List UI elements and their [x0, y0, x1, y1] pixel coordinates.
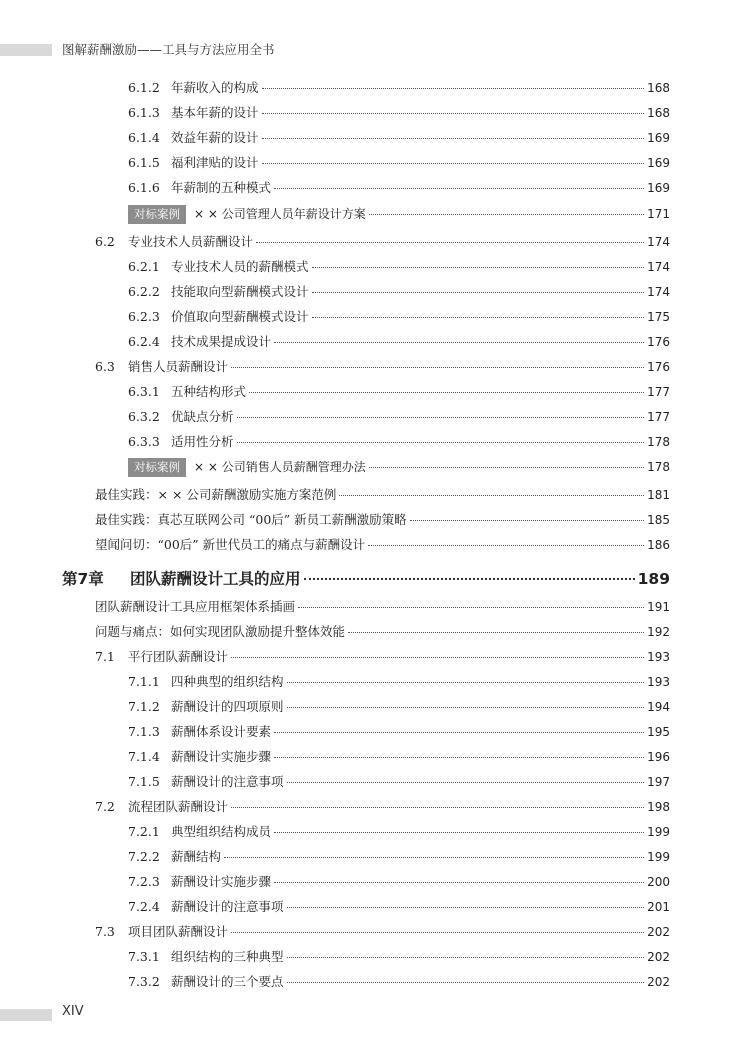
dot-leader — [274, 882, 644, 883]
toc-entry[interactable] — [128, 128, 670, 146]
toc-page-number: 199 — [647, 850, 670, 864]
dot-leader — [410, 520, 644, 521]
toc-entry[interactable] — [95, 485, 670, 503]
dot-leader — [224, 857, 644, 858]
toc-title: 薪酬设计实施步骤 — [171, 749, 272, 764]
toc-page-number: 177 — [647, 385, 670, 399]
toc-title: 组织结构的三种典型 — [171, 949, 284, 964]
toc-page-number: 202 — [647, 950, 670, 964]
toc-number: 6.1.3 — [128, 105, 160, 120]
toc-entry[interactable] — [128, 872, 670, 890]
toc-title: 专业技术人员薪酬设计 — [128, 234, 254, 249]
toc-page-number: 168 — [647, 106, 670, 120]
toc-page-number: 193 — [647, 675, 670, 689]
toc-number: 6.2.3 — [128, 309, 160, 324]
toc-title: 团队薪酬设计工具的应用 — [130, 570, 301, 588]
toc-title: 薪酬设计的注意事项 — [171, 774, 284, 789]
dot-leader — [274, 188, 644, 189]
case-badge: 对标案例 — [128, 205, 186, 224]
dot-leader — [287, 957, 645, 958]
toc-page-number: 193 — [647, 650, 670, 664]
dot-leader — [304, 578, 635, 580]
toc-title: 问题与痛点：如何实现团队激励提升整体效能 — [95, 624, 346, 639]
toc-page-number: 202 — [647, 925, 670, 939]
toc-number: 7.2.2 — [128, 849, 160, 864]
toc-title: 望闻问切：“00后” 新世代员工的痛点与薪酬设计 — [95, 537, 366, 552]
toc-title: 最佳实践：× × 公司薪酬激励实施方案范例 — [95, 487, 337, 502]
toc-page-number: 169 — [647, 181, 670, 195]
dot-leader — [237, 442, 645, 443]
toc-page-number: 181 — [647, 488, 670, 502]
toc-entry[interactable] — [95, 622, 670, 640]
toc-page-number: 192 — [647, 625, 670, 639]
dot-leader — [262, 88, 645, 89]
toc-title: 优缺点分析 — [171, 409, 234, 424]
toc-entry[interactable] — [128, 257, 670, 275]
dot-leader — [369, 467, 644, 468]
toc-title: 价值取向型薪酬模式设计 — [171, 309, 309, 324]
toc-page-number: 195 — [647, 725, 670, 739]
toc-number: 6.3.1 — [128, 384, 160, 399]
toc-title: 项目团队薪酬设计 — [128, 924, 229, 939]
toc-page-number: 178 — [647, 460, 670, 474]
toc-page-number: 202 — [647, 975, 670, 989]
toc-number: 6.1.2 — [128, 80, 160, 95]
toc-number: 6.1.4 — [128, 130, 160, 145]
toc-page-number: 196 — [647, 750, 670, 764]
toc-number: 第7章 — [62, 570, 104, 588]
toc-number: 7.3.1 — [128, 949, 160, 964]
toc-page-number: 197 — [647, 775, 670, 789]
toc-title: 基本年薪的设计 — [171, 105, 259, 120]
toc-entry[interactable] — [128, 307, 670, 325]
toc-entry[interactable] — [128, 747, 670, 765]
toc-number: 7.1.5 — [128, 774, 160, 789]
toc-page-number: 177 — [647, 410, 670, 424]
toc-number: 7.2.3 — [128, 874, 160, 889]
dot-leader — [231, 367, 644, 368]
toc-title: 薪酬体系设计要素 — [171, 724, 272, 739]
toc-title: 年薪收入的构成 — [171, 80, 259, 95]
toc-number: 6.2.2 — [128, 284, 160, 299]
toc-page-number: 169 — [647, 131, 670, 145]
toc-entry[interactable] — [95, 597, 670, 615]
toc-entry[interactable] — [128, 772, 670, 790]
footer-bar — [0, 1009, 52, 1021]
book-title: 图解薪酬激励——工具与方法应用全书 — [62, 42, 275, 57]
toc-title: 薪酬设计实施步骤 — [171, 874, 272, 889]
toc-title: 效益年薪的设计 — [171, 130, 259, 145]
toc-entry[interactable] — [95, 922, 670, 940]
toc-page-number: 178 — [647, 435, 670, 449]
toc-page-number: 174 — [647, 285, 670, 299]
toc-title: × × 公司管理人员年薪设计方案 — [194, 207, 366, 221]
dot-leader — [262, 113, 645, 114]
dot-leader — [369, 214, 644, 215]
toc-page-number: 174 — [647, 235, 670, 249]
dot-leader — [287, 782, 645, 783]
toc-number: 7.1 — [95, 649, 115, 664]
toc-title: 薪酬设计的四项原则 — [171, 699, 284, 714]
toc-entry[interactable] — [128, 282, 670, 300]
dot-leader — [274, 832, 644, 833]
dot-leader — [287, 982, 645, 983]
toc-entry[interactable] — [128, 178, 670, 196]
toc-title: 团队薪酬设计工具应用框架体系插画 — [95, 599, 296, 614]
dot-leader — [237, 417, 645, 418]
toc-entry[interactable] — [95, 232, 670, 250]
toc-entry[interactable] — [95, 797, 670, 815]
dot-leader — [262, 163, 645, 164]
dot-leader — [312, 317, 645, 318]
toc-page-number: 169 — [647, 156, 670, 170]
toc-entry[interactable] — [128, 153, 670, 171]
toc-entry[interactable] — [95, 647, 670, 665]
toc-title: 薪酬设计的注意事项 — [171, 899, 284, 914]
toc-entry[interactable] — [128, 847, 670, 865]
toc-number: 7.2.1 — [128, 824, 160, 839]
toc-entry[interactable] — [128, 697, 670, 715]
toc-number: 7.2.4 — [128, 899, 160, 914]
toc-page-number: 168 — [647, 81, 670, 95]
toc-page-number: 189 — [637, 570, 670, 588]
toc-page-number: 201 — [647, 900, 670, 914]
toc-number: 6.3.3 — [128, 434, 160, 449]
toc-number: 7.1.1 — [128, 674, 160, 689]
toc-title: 技术成果提成设计 — [171, 334, 272, 349]
dot-leader — [312, 267, 645, 268]
toc-title: 五种结构形式 — [171, 384, 247, 399]
toc-case-entry[interactable] — [128, 458, 670, 477]
toc-page-number: 194 — [647, 700, 670, 714]
toc-entry[interactable] — [128, 672, 670, 690]
toc-number: 6.2.1 — [128, 259, 160, 274]
case-badge: 对标案例 — [128, 458, 186, 477]
dot-leader — [298, 607, 644, 608]
toc-entry[interactable] — [128, 332, 670, 350]
toc-entry[interactable] — [95, 510, 670, 528]
toc-entry[interactable] — [95, 535, 670, 553]
toc-number: 6.3.2 — [128, 409, 160, 424]
dot-leader — [312, 292, 645, 293]
toc-title: 销售人员薪酬设计 — [128, 359, 229, 374]
toc-title: 专业技术人员的薪酬模式 — [171, 259, 309, 274]
dot-leader — [274, 732, 644, 733]
toc-number: 6.3 — [95, 359, 115, 374]
toc-page-number: 176 — [647, 360, 670, 374]
toc-page-number: 171 — [647, 207, 670, 221]
toc-number: 6.2.4 — [128, 334, 160, 349]
toc-entry[interactable] — [128, 897, 670, 915]
toc-page-number: 185 — [647, 513, 670, 527]
toc-number: 6.1.5 — [128, 155, 160, 170]
toc-page-number: 191 — [647, 600, 670, 614]
dot-leader — [231, 932, 644, 933]
toc-page-number: 175 — [647, 310, 670, 324]
dot-leader — [287, 682, 645, 683]
page-number: XIV — [62, 1004, 84, 1019]
toc-page-number: 186 — [647, 538, 670, 552]
toc-title: 适用性分析 — [171, 434, 234, 449]
dot-leader — [287, 707, 645, 708]
toc-number: 7.3 — [95, 924, 115, 939]
toc-title: 流程团队薪酬设计 — [128, 799, 229, 814]
toc-title: × × 公司销售人员薪酬管理办法 — [194, 460, 366, 474]
toc-title: 最佳实践：真芯互联网公司 “00后” 新员工薪酬激励策略 — [95, 512, 407, 527]
toc-title: 薪酬设计的三个要点 — [171, 974, 284, 989]
toc-number: 6.1.6 — [128, 180, 160, 195]
toc-page-number: 176 — [647, 335, 670, 349]
dot-leader — [339, 495, 644, 496]
toc-page-number: 199 — [647, 825, 670, 839]
toc-title: 年薪制的五种模式 — [171, 180, 272, 195]
dot-leader — [231, 657, 644, 658]
dot-leader — [348, 632, 644, 633]
dot-leader — [231, 807, 644, 808]
toc-number: 7.1.3 — [128, 724, 160, 739]
toc-title: 典型组织结构成员 — [171, 824, 272, 839]
toc-number: 6.2 — [95, 234, 115, 249]
toc-number: 7.3.2 — [128, 974, 160, 989]
dot-leader — [274, 757, 644, 758]
dot-leader — [274, 342, 644, 343]
toc-entry[interactable] — [128, 722, 670, 740]
toc-entry[interactable] — [128, 407, 670, 425]
dot-leader — [256, 242, 644, 243]
toc-entry[interactable] — [128, 78, 670, 96]
dot-leader — [368, 545, 644, 546]
toc-title: 平行团队薪酬设计 — [128, 649, 229, 664]
toc-title: 四种典型的组织结构 — [171, 674, 284, 689]
toc-title: 薪酬结构 — [171, 849, 222, 864]
toc-number: 7.2 — [95, 799, 115, 814]
toc-case-entry[interactable] — [128, 205, 670, 224]
toc-entry[interactable] — [128, 382, 670, 400]
toc-entry[interactable] — [128, 972, 670, 990]
toc-entry[interactable] — [128, 947, 670, 965]
toc-entry[interactable] — [128, 432, 670, 450]
dot-leader — [262, 138, 645, 139]
toc-number: 7.1.4 — [128, 749, 160, 764]
toc-page-number: 174 — [647, 260, 670, 274]
toc-chapter[interactable] — [62, 567, 670, 589]
toc-entry[interactable] — [95, 357, 670, 375]
toc-entry[interactable] — [128, 822, 670, 840]
toc-title: 技能取向型薪酬模式设计 — [171, 284, 309, 299]
toc-number: 7.1.2 — [128, 699, 160, 714]
dot-leader — [287, 907, 645, 908]
toc-entry[interactable] — [128, 103, 670, 121]
dot-leader — [249, 392, 644, 393]
toc-title: 福利津贴的设计 — [171, 155, 259, 170]
toc-page-number: 200 — [647, 875, 670, 889]
toc-page-number: 198 — [647, 800, 670, 814]
header-bar — [0, 44, 52, 56]
